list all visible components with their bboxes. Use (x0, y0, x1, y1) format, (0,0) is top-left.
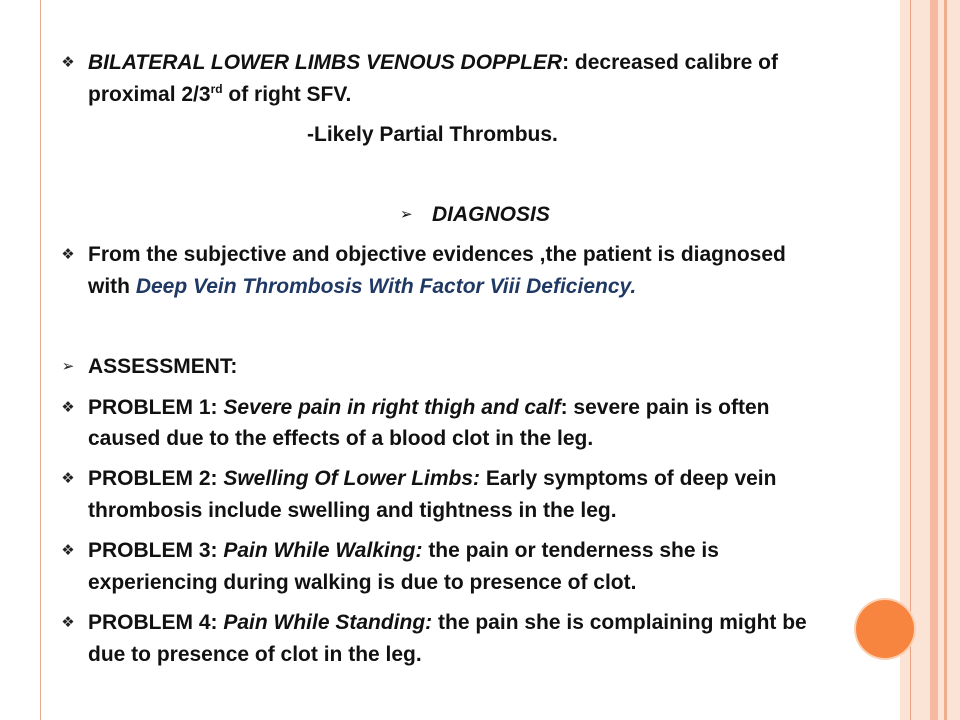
problem-3-title: Pain While Walking: (223, 539, 423, 562)
problem-3-rest: the pain or tenderness she is (422, 539, 719, 562)
problem-4-line-2: due to presence of clot in the leg. (88, 643, 422, 666)
diagnosis-line-2 (88, 271, 888, 302)
problem-2-label: PROBLEM 2: (88, 467, 224, 490)
problem-2-title: Swelling Of Lower Limbs: (223, 467, 481, 490)
problem-4-title: Pain While Standing: (223, 611, 433, 634)
diagnosis-name: Deep Vein Thrombosis With Factor Viii Deficiency (135, 275, 631, 298)
problem-3-label: PROBLEM 3: (88, 539, 224, 562)
problem-1-line-2: caused due to the effects of a blood clot in the leg. (88, 427, 594, 450)
ordinal-superscript: rd (210, 82, 223, 96)
problem-1-label: PROBLEM 1: (88, 396, 224, 419)
problem-2-line-1 (88, 463, 888, 494)
diagnosis-period: . (630, 275, 637, 298)
problem-2-line-2: thrombosis include swelling and tightness in the leg. (88, 499, 617, 522)
diagnosis-line-1: From the subjective and objective evidences ,the patient is diagnosed (88, 243, 786, 266)
arrow-bullet-icon: ➢ (61, 358, 75, 375)
doppler-label: BILATERAL LOWER LIMBS VENOUS DOPPLER (88, 51, 563, 74)
diamond-bullet-icon: ❖ (61, 399, 75, 416)
problem-3-line-1 (88, 535, 888, 566)
diamond-bullet-icon: ❖ (61, 542, 75, 559)
doppler-line2-pre: proximal 2/3 (88, 83, 211, 106)
diamond-bullet-icon: ❖ (61, 246, 75, 263)
problem-2-rest: Early symptoms of deep vein (480, 467, 777, 490)
doppler-line-2 (88, 79, 888, 110)
doppler-line-1 (88, 47, 888, 78)
arrow-bullet-icon: ➢ (400, 206, 413, 223)
diamond-bullet-icon: ❖ (61, 54, 75, 71)
diamond-bullet-icon: ❖ (61, 470, 75, 487)
assessment-heading-text: ASSESSMENT: (88, 355, 238, 378)
problem-1-rest: : severe pain is often (560, 396, 770, 419)
diagnosis-heading-text: DIAGNOSIS (432, 203, 550, 226)
problem-3-line-2: experiencing during walking is due to presence of clot. (88, 571, 637, 594)
doppler-line2-post: of right SFV. (222, 83, 352, 106)
problem-4-label: PROBLEM 4: (88, 611, 224, 634)
problem-1-title: Severe pain in right thigh and calf (223, 396, 561, 419)
impression-text: -Likely Partial Thrombus. (307, 123, 558, 146)
doppler-finding: : decreased calibre of (562, 51, 779, 74)
diamond-bullet-icon: ❖ (61, 614, 75, 631)
problem-1-line-1 (88, 392, 888, 423)
problem-4-rest: the pain she is complaining might be (432, 611, 807, 634)
diagnosis-line2-pre: with (88, 275, 136, 298)
problem-4-line-1 (88, 607, 893, 638)
